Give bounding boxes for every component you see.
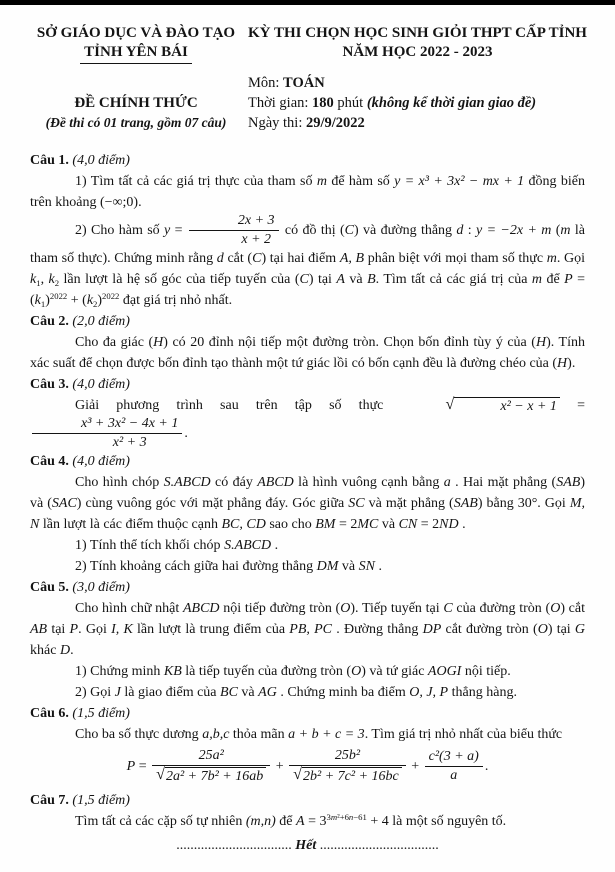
text-run: BC (220, 685, 238, 701)
text-run: . Gọi (78, 622, 112, 638)
cau-7-body (30, 811, 585, 832)
text-run: O (351, 664, 362, 680)
text-run: (2,0 điểm) (72, 314, 130, 330)
text-run: + 4 là một số nguyên tố. (366, 813, 507, 829)
text-run: . (484, 759, 489, 775)
text-run: lần lượt là trung điểm của (132, 622, 290, 638)
fraction-numerator (425, 749, 483, 767)
text-run: 1) Chứng minh (75, 664, 164, 680)
cau-6-body (30, 724, 585, 745)
fraction (289, 748, 406, 785)
text-run: D (59, 643, 71, 659)
text-run: (4,0 điểm) (72, 377, 130, 393)
text-run: 25a² (198, 748, 224, 764)
text-run: C (443, 601, 453, 617)
province-line (30, 43, 242, 64)
text-run: ) cắt (560, 601, 586, 617)
subscript (55, 278, 59, 288)
header-right-column (242, 24, 587, 133)
text-run: 1) Tính thể tích khối chóp (75, 538, 225, 554)
fraction (32, 416, 182, 451)
footer-het (30, 835, 585, 856)
text-run: m (560, 222, 571, 238)
text-run: x² + 3 (112, 435, 147, 451)
text-run: . (458, 517, 466, 533)
cau-5-body (30, 598, 585, 661)
text-run: để (542, 272, 565, 288)
text-run: 1 (40, 298, 46, 309)
text-run: = 2 (335, 517, 358, 533)
fraction-denominator (189, 231, 279, 248)
text-run: Cho hình chóp (75, 475, 164, 491)
text-run: C (344, 222, 354, 238)
text-run: C (299, 272, 309, 288)
text-run: tại (47, 622, 70, 638)
cau-4-body (30, 472, 585, 535)
subject-line (248, 73, 587, 93)
text-run: SAB (556, 475, 581, 491)
text-run: Câu 3. (30, 377, 73, 393)
text-run: 2022 (49, 291, 68, 302)
text-run: m (546, 251, 557, 267)
exam-type-label: ĐỀ CHÍNH THỨC (74, 95, 198, 111)
text-run: 2a² + 7b² + 16ab (165, 769, 264, 785)
text-run: 2b² + 7c² + 16bc (303, 769, 399, 785)
text-run: H (153, 335, 164, 351)
text-run: C (252, 251, 262, 267)
text-run: A, B (339, 251, 365, 267)
text-run: Câu 5. (30, 580, 73, 596)
text-run: CN (398, 517, 418, 533)
text-run: , (40, 272, 49, 288)
text-run: B (367, 272, 376, 288)
text-run: AB (30, 622, 48, 638)
text-run: ) và tứ giác (361, 664, 428, 680)
radical-sign: √ (156, 766, 165, 784)
subject-label: Môn: (248, 75, 284, 91)
text-run: Câu 2. (30, 314, 73, 330)
superscript (102, 291, 119, 301)
text-run: 2) Gọi (75, 685, 115, 701)
time-line (248, 93, 587, 113)
text-run: Hết (291, 837, 320, 853)
text-run: Giải phương trình sau trên tập số thực (75, 398, 401, 414)
text-run: G (574, 622, 586, 638)
text-run: Câu 6. (30, 706, 73, 722)
text-run: đạt giá trị nhỏ nhất. (119, 293, 233, 309)
text-run: : (463, 222, 477, 238)
text-run: AOGI (427, 664, 462, 680)
text-run: SN (358, 559, 375, 575)
province-name: TỈNH YÊN BÁI (80, 43, 192, 64)
cau-1-heading (30, 150, 585, 171)
text-run: ) tại (547, 622, 575, 638)
text-run: cắt ( (223, 251, 253, 267)
text-run: . Chứng minh ba điểm (276, 685, 410, 701)
text-run: k (86, 293, 94, 309)
text-run: −61 (353, 811, 367, 822)
text-run: a (443, 475, 451, 491)
text-run: A (336, 272, 345, 288)
text-run: 2) Tính khoảng cách giữa hai đường thẳng (75, 559, 317, 575)
text-run: k (48, 272, 55, 288)
text-run: (1,5 điểm) (72, 792, 130, 808)
text-run: (m,n) (245, 813, 276, 829)
text-run: P (69, 622, 79, 638)
text-run: + (407, 759, 423, 775)
radicand (302, 767, 402, 785)
cau-4-heading (30, 451, 585, 472)
text-run: O (537, 622, 548, 638)
text-run: . Tìm tất cả các giá trị của (375, 272, 532, 288)
text-run: + ( (67, 293, 87, 309)
text-run: . Tìm giá trị nhỏ nhất của biểu thức (364, 727, 563, 743)
text-run: H (535, 335, 547, 351)
cau-1-part-1 (30, 171, 585, 213)
text-run: x² − x + 1 (500, 398, 557, 414)
fraction (425, 749, 483, 784)
subscript (36, 278, 40, 288)
text-run: . (70, 643, 74, 659)
text-run: a (450, 768, 458, 784)
text-run: a,b,c (202, 727, 230, 743)
text-run: Cho hình chữ nhật (75, 601, 183, 617)
fraction-numerator (189, 213, 279, 231)
text-run: ) và đường thẳng (353, 222, 457, 238)
text-run: DM (316, 559, 339, 575)
text-run: + (272, 759, 288, 775)
text-run: ABCD (182, 601, 220, 617)
date-value: 29/9/2022 (306, 115, 365, 131)
cau-2-heading (30, 311, 585, 332)
cau-6-heading (30, 703, 585, 724)
cau-4-item-2 (30, 556, 585, 577)
text-run: Cho đa giác ( (75, 335, 154, 351)
text-run: (1,5 điểm) (72, 706, 130, 722)
text-run: I, K (111, 622, 133, 638)
text-run: = ( (30, 272, 586, 309)
exam-header (30, 24, 585, 133)
department-name: SỞ GIÁO DỤC VÀ ĐÀO TẠO (36, 25, 236, 41)
text-run: m (531, 272, 542, 288)
exam-title: KỲ THI CHỌN HỌC SINH GIỎI THPT CẤP TỈNH (248, 25, 587, 41)
fraction (189, 213, 279, 248)
text-run: ) (97, 293, 103, 309)
text-run: . (184, 426, 188, 441)
text-run: n (348, 811, 354, 822)
square-root (293, 767, 402, 785)
fraction-denominator (152, 766, 270, 785)
text-run: BM (315, 517, 336, 533)
text-run: A (296, 813, 305, 829)
text-run: đồng biến trên khoảng (−∞;0). (30, 174, 586, 210)
text-run: PB, PC (289, 622, 333, 638)
text-run: . (374, 559, 382, 575)
text-run: SC (348, 496, 365, 512)
text-run: y (164, 222, 171, 238)
text-run: 1) Tìm tất cả các giá trị thực của tham số (75, 174, 317, 189)
text-run: cắt đường tròn ( (441, 622, 538, 638)
text-run: c²(3 + a) (428, 749, 479, 765)
text-run: có đáy (210, 475, 258, 491)
text-run: ................................. (176, 837, 292, 853)
text-run: P (564, 272, 573, 288)
text-run: ND (439, 517, 459, 533)
text-run: (4,0 điểm) (72, 454, 130, 470)
text-run: là giao điểm của (120, 685, 221, 701)
text-run: O, J, P (409, 685, 449, 701)
text-run: y = −2x + m (476, 222, 552, 238)
cau-5-item-1 (30, 661, 585, 682)
cau-5-item-2 (30, 682, 585, 703)
text-run: ) (45, 293, 50, 309)
square-root (401, 397, 560, 415)
square-root (156, 767, 266, 785)
text-run: SAB (453, 496, 478, 512)
superscript (50, 291, 67, 301)
text-run: Câu 4. (30, 454, 73, 470)
text-run: ) bằng 30°. Gọi (477, 496, 570, 512)
text-run: . (271, 538, 279, 554)
text-run: d (216, 251, 224, 267)
text-run: O (340, 601, 351, 617)
text-run: và (338, 559, 359, 575)
text-run: S.ABCD (163, 475, 211, 491)
text-run: lần lượt là các điểm thuộc cạnh (39, 517, 222, 533)
subscript (41, 299, 45, 309)
text-run: ) và ( (30, 475, 585, 512)
text-run: . Gọi (556, 251, 585, 267)
cau-5-heading (30, 577, 585, 598)
fraction-numerator (32, 416, 182, 434)
fraction-denominator (425, 767, 483, 784)
time-note: (không kể thời gian giao đề) (366, 95, 537, 111)
text-run: sao cho (265, 517, 316, 533)
fraction-denominator (289, 766, 406, 785)
radical-sign: √ (293, 766, 303, 784)
text-run: và (378, 517, 399, 533)
text-run: = (170, 222, 187, 238)
text-run: nội tiếp đường tròn ( (219, 601, 341, 617)
cau-2-body (30, 332, 585, 374)
text-run: = 2 (417, 517, 440, 533)
school-year: NĂM HỌC 2022 - 2023 (342, 44, 493, 60)
time-label: Thời gian: (248, 95, 313, 111)
text-run: để (275, 813, 297, 829)
text-run: x³ + 3x² − 4x + 1 (81, 416, 179, 432)
text-run: (4,0 điểm) (72, 153, 130, 168)
text-run: 25b² (334, 748, 361, 764)
text-run: DP (422, 622, 442, 638)
text-run: 2) Cho hàm số (75, 222, 165, 238)
text-run: AG (258, 685, 277, 701)
subscript (93, 299, 97, 309)
text-run: 2022 (102, 291, 120, 302)
text-run: nội tiếp. (461, 664, 511, 680)
time-unit: phút (333, 95, 367, 111)
cau-4-item-1 (30, 535, 585, 556)
text-run: là tiếp tuyến của đường tròn ( (181, 664, 352, 680)
text-run: ) tại (308, 272, 337, 288)
text-run: y = x³ + 3x² − mx + 1 (394, 174, 525, 189)
text-run: m (330, 811, 338, 822)
text-run: ( (551, 222, 561, 238)
text-run: H (557, 356, 568, 372)
text-run: (3,0 điểm) (72, 580, 130, 596)
cau-1-part-2 (30, 213, 585, 311)
date-line (248, 113, 587, 133)
text-run: Tìm tất cả các cặp số tự nhiên (75, 813, 246, 829)
text-run: .................................. (319, 837, 439, 853)
cau-3-body (30, 395, 585, 451)
text-run: k (34, 293, 41, 309)
text-run: J (114, 685, 121, 701)
text-run: S.ABCD (224, 538, 272, 554)
text-run: = (559, 398, 585, 414)
text-run: 2 (93, 298, 98, 309)
text-run: Câu 7. (30, 792, 73, 808)
text-run: P (126, 759, 136, 775)
header-left-column (30, 24, 242, 132)
text-run: thỏa mãn (229, 727, 289, 743)
text-run: ). Tính xác suất để chọn được bốn đỉnh tạo thành một tứ giác lồi có bốn cạnh đều là đường chéo của ( (30, 335, 585, 372)
text-run: . Hai mặt phẳng ( (450, 475, 557, 491)
fraction-numerator (289, 748, 406, 766)
text-run: ). Tiếp tuyến tại (350, 601, 444, 617)
text-run: SAC (51, 496, 77, 512)
text-run: 2 (54, 277, 60, 288)
text-run: . Đường thẳng (332, 622, 423, 638)
text-run: và (344, 272, 368, 288)
text-run: khác (30, 643, 60, 659)
text-run: MC (357, 517, 379, 533)
text-run: lần lượt là hệ số góc của tiếp tuyến của ( (59, 272, 300, 288)
text-run: O (550, 601, 561, 617)
text-run: d (456, 222, 464, 238)
text-run: và mặt phẳng ( (364, 496, 454, 512)
time-value: 180 (312, 95, 334, 111)
text-run: để hàm số (326, 174, 395, 189)
text-run: 2x + 3 (237, 213, 275, 228)
text-run: x + 2 (241, 232, 272, 248)
cau-7-heading (30, 790, 585, 811)
radical-sign: √ (445, 395, 455, 413)
radicand (454, 397, 560, 415)
text-run: ). (567, 356, 576, 372)
text-run: có đồ thị ( (280, 222, 345, 238)
text-run: = 3 (304, 813, 327, 829)
text-run: ABCD (257, 475, 294, 491)
superscript (326, 812, 366, 822)
text-run: a + b + c = 3 (288, 727, 365, 743)
text-run: là tham số thực). Chứng minh rằng (30, 222, 585, 267)
text-run: 3 (326, 811, 331, 822)
document-body (30, 150, 585, 856)
text-run: BC, CD (221, 517, 266, 533)
cau-3-heading (30, 374, 585, 395)
fraction (152, 748, 270, 785)
text-run: và (237, 685, 259, 701)
text-run: ) cùng vuông góc với mặt phẳng đáy. Góc giữa (76, 496, 349, 512)
exam-note: (Đề thi có 01 trang, gồm 07 câu) (45, 115, 227, 130)
text-run: ²+6 (337, 811, 349, 822)
text-run: là hình vuông cạnh bằng (293, 475, 444, 491)
text-run: ) tại hai điểm (261, 251, 340, 267)
text-run: KB (163, 664, 182, 680)
text-run: của đường tròn ( (452, 601, 551, 617)
text-run: Câu 1. (30, 153, 73, 168)
text-run: phân biệt với mọi tham số thực (364, 251, 547, 267)
text-run: Cho ba số thực dương (75, 727, 203, 743)
text-run: 1 (36, 277, 41, 288)
radicand (165, 767, 266, 785)
text-run: thẳng hàng. (448, 685, 517, 701)
text-run: ) có 20 đỉnh nội tiếp một đường tròn. Chọn bốn đỉnh tùy ý của ( (163, 335, 536, 351)
scan-artifact-top-bar (0, 0, 615, 5)
text-run: M, N (30, 496, 585, 533)
text-run: m (316, 174, 327, 189)
fraction-numerator (152, 748, 270, 766)
date-label: Ngày thi: (248, 115, 306, 131)
fraction-denominator (32, 434, 182, 451)
exam-info-block (248, 73, 587, 133)
cau-6-formula (30, 748, 585, 785)
text-run: k (30, 272, 37, 288)
text-run: = (135, 759, 151, 775)
subject-value: TOÁN (283, 75, 325, 91)
